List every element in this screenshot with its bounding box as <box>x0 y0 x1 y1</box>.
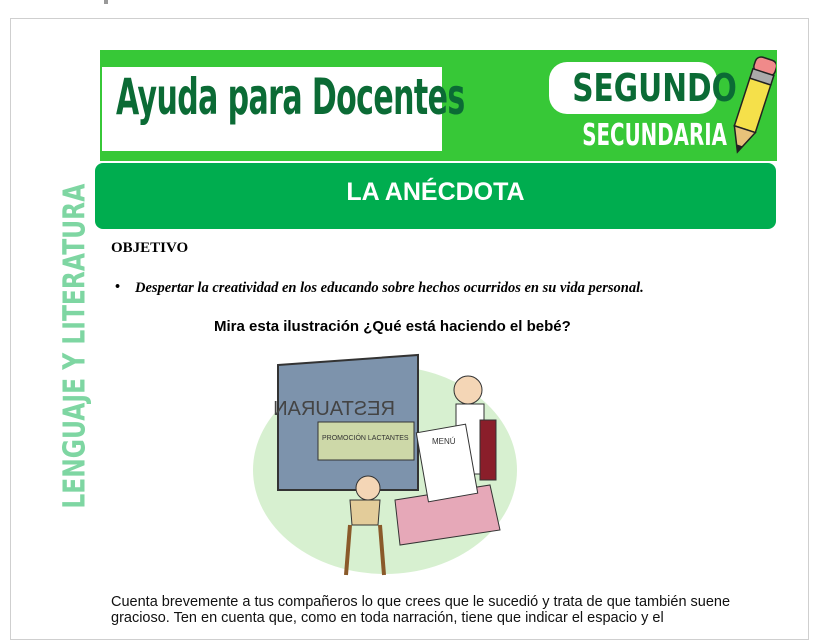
objective-heading: OBJETIVO <box>111 240 189 256</box>
bullet-icon: • <box>115 279 121 295</box>
pencil-icon <box>726 54 776 160</box>
brand-logo-text: Ayuda para Docentes <box>116 68 465 126</box>
page-title: LA ANÉCDOTA <box>95 163 776 229</box>
question-text: Mira esta ilustración ¿Qué está haciendo el bebé? <box>214 318 571 335</box>
svg-text:RESTAURAN: RESTAURAN <box>273 398 395 420</box>
restaurant-baby-illustration <box>250 340 530 580</box>
grade-badge: SEGUNDO <box>549 62 717 114</box>
svg-text:MENÚ: MENÚ <box>432 437 456 446</box>
header-banner <box>100 50 777 161</box>
svg-text:PROMOCIÓN LACTANTES: PROMOCIÓN LACTANTES <box>322 435 409 442</box>
instruction-paragraph: Cuenta brevemente a tus compañeros lo que crees que le sucedió y trata de que también suene gracioso. Ten en cuenta que, como en toda narración, tiene que indicar el espacio y el <box>111 594 731 626</box>
level-label: SECUNDARIA <box>582 118 727 153</box>
scroll-mark <box>104 0 108 4</box>
subject-side-label: LENGUAJE Y LITERATURA <box>57 183 93 509</box>
